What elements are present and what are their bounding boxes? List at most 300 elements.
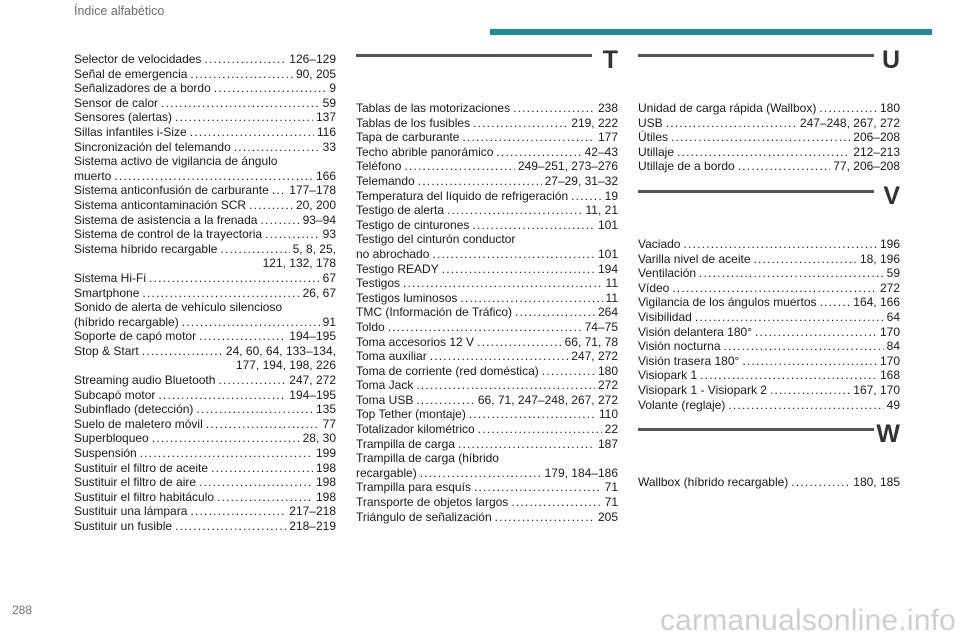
index-entry-line — [638, 368, 900, 383]
index-entry — [74, 140, 336, 155]
index-entry — [74, 519, 336, 534]
index-entry — [356, 510, 618, 525]
index-entry-term: Tablas de las motorizaciones — [356, 101, 511, 115]
index-entry-pages: 177 — [597, 130, 618, 145]
index-entry-term: Testigos — [356, 276, 401, 291]
dot-leader — [742, 354, 877, 369]
index-entry — [74, 461, 336, 476]
dot-leader — [469, 407, 596, 422]
dot-leader — [724, 339, 884, 354]
index-entry-term: Transporte de objetos largos — [356, 495, 509, 510]
index-entry-pages: 18, 196 — [859, 251, 900, 266]
dot-leader — [220, 242, 289, 257]
index-entry-pages: 42–43 — [584, 144, 618, 159]
index-entry-pages: 71 — [604, 495, 618, 510]
index-entry-line — [356, 422, 618, 437]
index-entry-term: Top Tether (montaje) — [356, 407, 466, 422]
index-entry-pages: 116 — [316, 124, 336, 139]
dot-leader — [260, 213, 299, 228]
dot-leader — [462, 130, 595, 145]
dot-leader — [666, 116, 797, 131]
index-entry-term: Superbloqueo — [74, 431, 149, 446]
index-entry-line — [356, 349, 618, 364]
index-entry-line — [638, 354, 900, 369]
index-entry-pages: 198 — [315, 489, 336, 504]
index-entry — [356, 495, 618, 510]
index-entry-line — [356, 393, 618, 408]
index-entry-line — [356, 101, 618, 116]
index-entry-pages: 198 — [315, 475, 336, 490]
index-entry — [74, 183, 336, 198]
index-entry-line — [638, 252, 900, 267]
index-entry — [638, 398, 900, 413]
index-entry-term: Sillas infantiles i-Size — [74, 124, 187, 139]
index-entry-pages: 164, 166 — [853, 295, 900, 310]
index-entry-line — [74, 329, 336, 344]
index-entry-pages: 168 — [879, 368, 900, 383]
dot-leader — [140, 446, 313, 461]
index-entry-pages: 272 — [879, 280, 900, 295]
index-entry-pages: 180 — [879, 101, 900, 115]
index-entry-line — [74, 52, 336, 67]
index-entry-pages: 11 — [605, 276, 618, 291]
index-entry — [638, 310, 900, 325]
index-entry-term: Toma Jack — [356, 378, 414, 393]
index-entry — [74, 490, 336, 505]
dot-leader — [265, 227, 320, 242]
index-entry-term: Toma USB — [356, 392, 414, 407]
index-entry-line — [638, 237, 900, 252]
section-letter: T — [602, 46, 618, 74]
index-entry — [356, 145, 618, 160]
section-header — [638, 420, 900, 472]
index-entry — [356, 276, 618, 291]
dot-leader — [142, 344, 223, 359]
index-entry — [74, 504, 336, 519]
index-entry-term-first-line: Sistema activo de vigilancia de ángulo — [74, 154, 278, 169]
index-entry-line — [74, 431, 336, 446]
index-entry — [74, 329, 336, 344]
index-entry-pages: 101 — [597, 246, 618, 261]
index-entry — [356, 218, 618, 233]
index-entry-line — [74, 504, 336, 519]
index-entry-term: Visibilidad — [638, 309, 692, 324]
index-entry-pages: 64 — [886, 309, 900, 324]
index-entry-pages: 170 — [879, 353, 900, 368]
index-entry — [356, 422, 618, 437]
dot-leader — [404, 159, 515, 174]
index-entry-line — [356, 495, 618, 510]
index-entry — [74, 242, 336, 271]
index-entry-line — [638, 145, 900, 160]
index-entry-term: Unidad de carga rápida (Wallbox) — [638, 101, 817, 115]
index-column-1 — [74, 52, 336, 534]
index-entry-pages: 217–218 — [289, 504, 336, 519]
dot-leader — [672, 281, 877, 296]
index-entry — [356, 174, 618, 189]
index-entry-pages: 179, 184–186 — [544, 465, 618, 480]
section-letter: V — [883, 181, 900, 210]
index-entry-pages: 26, 67 — [302, 285, 336, 300]
index-entry-pages: 59 — [886, 266, 900, 281]
index-entry-line — [74, 183, 336, 198]
section-gap — [638, 412, 900, 426]
index-entry-term: Visiopark 1 — [638, 368, 698, 383]
index-entry-pages: 264 — [597, 305, 618, 320]
watermark: carmanualsonline.info — [659, 604, 956, 637]
index-entry-term: Sistema anticonfusión de carburante — [74, 183, 269, 198]
index-entry-pages: 19 — [604, 188, 618, 203]
section-header — [638, 181, 900, 234]
index-entry-line — [638, 295, 900, 310]
dot-leader — [791, 475, 850, 490]
index-entry-pages: 59 — [322, 95, 336, 110]
dot-leader — [214, 81, 327, 96]
index-entry-pages: 22 — [604, 422, 618, 437]
index-entry-term-first-line: Testigo del cinturón conductor — [356, 232, 516, 247]
index-entry-pages: 90, 205 — [295, 66, 336, 81]
index-entry — [638, 339, 900, 354]
index-entry-term: Sustituir el filtro de aceite — [74, 460, 209, 475]
dot-leader — [182, 315, 320, 330]
dot-leader — [272, 183, 286, 198]
index-entry-line — [74, 446, 336, 461]
dot-leader — [114, 169, 313, 184]
dot-leader — [738, 159, 831, 174]
index-entry-line — [74, 67, 336, 82]
index-entry-term: Tablas de los fusibles — [356, 115, 471, 130]
index-entry — [74, 286, 336, 301]
index-entry-pages: 166 — [315, 168, 336, 183]
index-column-3 — [638, 46, 900, 490]
dot-leader — [542, 364, 595, 379]
index-entry-line — [74, 286, 336, 301]
index-entry-line — [356, 189, 618, 204]
section-gap — [638, 174, 900, 188]
dot-leader — [478, 422, 602, 437]
index-entry-line — [74, 344, 336, 359]
index-entry — [638, 266, 900, 281]
dot-leader — [420, 466, 542, 481]
index-entry-line — [638, 398, 900, 413]
index-entry — [74, 81, 336, 96]
index-entry — [638, 145, 900, 160]
index-entry-term: Sensor de calor — [74, 95, 159, 110]
dot-leader — [473, 116, 568, 131]
index-entry-term: Wallbox (híbrido recargable) — [638, 475, 789, 490]
dot-leader — [175, 519, 286, 534]
index-entry-pages: 199 — [315, 446, 336, 461]
index-entry — [638, 383, 900, 398]
index-entry — [638, 295, 900, 310]
index-entry-pages-continued: 121, 132, 178 — [262, 256, 336, 271]
index-entry-term: Techo abrible panorámico — [356, 144, 494, 159]
index-entry-term: muerto — [74, 168, 112, 183]
index-entry-pages: 74–75 — [584, 319, 618, 334]
index-entry-term: Testigo de cinturones — [356, 217, 470, 232]
section-rule — [638, 54, 874, 57]
index-entry-line — [74, 490, 336, 505]
index-entry — [356, 393, 618, 408]
index-entry-line — [356, 335, 618, 350]
index-entry-pages: 77 — [322, 416, 336, 431]
index-entry-term: Sistema de control de la trayectoria — [74, 227, 263, 242]
dot-leader — [204, 52, 286, 67]
index-entry-term: USB — [638, 115, 663, 130]
index-entry — [356, 101, 618, 116]
index-entry-pages: 93–94 — [302, 212, 336, 227]
dot-leader — [190, 67, 293, 82]
dot-leader — [199, 475, 313, 490]
index-entry-term: Sustituir un fusible — [74, 519, 173, 533]
index-entry-pages: 77, 206–208 — [833, 159, 900, 174]
index-entry-line — [638, 325, 900, 340]
dot-leader — [142, 286, 299, 301]
index-entry-term: Vaciado — [638, 236, 681, 251]
index-entry-line — [638, 383, 900, 398]
index-entry-pages: 205 — [597, 509, 618, 524]
dot-leader — [206, 417, 320, 432]
index-entry-term: (híbrido recargable) — [74, 314, 179, 329]
dot-leader — [677, 145, 850, 160]
index-entry-line — [74, 475, 336, 490]
index-entry — [74, 96, 336, 111]
index-entry-line — [74, 315, 336, 330]
index-entry-term: Sistema híbrido recargable — [74, 241, 218, 256]
index-entry-term: Varilla nivel de aceite — [638, 251, 751, 266]
dot-leader — [234, 140, 320, 155]
dot-leader — [477, 335, 562, 350]
dot-leader — [472, 218, 595, 233]
index-entry-term: Subinflado (detección) — [74, 402, 194, 417]
index-entry-term: Visión delantera 180° — [638, 324, 752, 339]
index-entry-line — [74, 169, 336, 184]
index-entry-term: Trampilla de carga — [356, 436, 455, 451]
dot-leader — [418, 174, 542, 189]
dot-leader — [218, 373, 286, 388]
index-entry-term: Testigos luminosos — [356, 290, 458, 305]
dot-leader — [199, 329, 286, 344]
page-number: 288 — [12, 603, 33, 617]
index-entry — [74, 67, 336, 82]
index-entry-pages: 206–208 — [853, 130, 900, 145]
index-entry — [638, 475, 900, 490]
index-entry — [638, 116, 900, 131]
dot-leader — [458, 437, 595, 452]
dot-leader — [728, 398, 883, 413]
index-entry — [74, 198, 336, 213]
index-entry-pages: 212–213 — [853, 144, 900, 159]
dot-leader — [699, 266, 884, 281]
index-entry-pages: 247, 272 — [571, 349, 618, 364]
index-entry-pages: 24, 60, 64, 133–134, — [225, 343, 336, 358]
index-entry-pages: 20, 200 — [295, 197, 336, 212]
index-entry — [74, 475, 336, 490]
index-entry-term: Sistema Hi-Fi — [74, 270, 147, 285]
index-entry-line — [638, 475, 900, 490]
index-entry-line — [74, 417, 336, 432]
index-entry-pages: 180 — [597, 363, 618, 378]
index-entry-line — [74, 461, 336, 476]
dot-leader — [196, 402, 313, 417]
section-header — [638, 46, 900, 98]
index-entry — [74, 154, 336, 183]
index-entry-line — [356, 364, 618, 379]
dot-leader — [671, 130, 850, 145]
index-entry-line — [356, 378, 618, 393]
index-entry — [74, 125, 336, 140]
index-entry-line — [356, 305, 618, 320]
index-entry — [74, 271, 336, 286]
dot-leader — [388, 320, 582, 335]
index-entry-line — [74, 242, 336, 257]
index-entry-pages: 219, 222 — [571, 115, 618, 130]
index-entry-line — [356, 291, 618, 306]
index-entry — [638, 101, 900, 116]
index-entry-term: Triángulo de señalización — [356, 509, 492, 524]
index-entry-pages: 91 — [322, 314, 336, 329]
index-entry-line — [74, 198, 336, 213]
section-rule — [638, 190, 874, 193]
index-entry-pages: 194–195 — [289, 387, 336, 402]
index-entry-term: Testigo READY — [356, 261, 439, 276]
dot-leader — [770, 383, 850, 398]
index-entry-term: Soporte de capó motor — [74, 329, 197, 344]
index-entry-term: Volante (reglaje) — [638, 397, 726, 412]
index-entry-term: Testigo de alerta — [356, 203, 445, 218]
index-entry-term: Streaming audio Bluetooth — [74, 373, 216, 388]
index-entry — [74, 388, 336, 403]
index-entry-term: recargable) — [356, 465, 417, 480]
index-entry-pages: 11 — [605, 290, 618, 305]
dot-leader — [158, 388, 286, 403]
header-accent-bar — [490, 29, 932, 35]
index-entry-pages: 196 — [879, 236, 900, 251]
dot-leader — [496, 145, 581, 160]
index-entry — [74, 227, 336, 242]
index-entry-line — [74, 96, 336, 111]
index-entry-term: Tapa de carburante — [356, 130, 460, 145]
index-entry-term: Telemando — [356, 173, 415, 188]
index-entry-line — [356, 480, 618, 495]
index-entry — [74, 417, 336, 432]
index-entry — [638, 325, 900, 340]
dot-leader — [515, 305, 595, 320]
index-entry-term: Utillaje de a bordo — [638, 159, 735, 174]
index-entry-term: Señal de emergencia — [74, 66, 188, 81]
index-entry-line — [356, 159, 618, 174]
dot-leader — [571, 189, 602, 204]
index-entry-pages: 247, 272 — [289, 373, 336, 388]
index-entry-term: Suelo de maletero móvil — [74, 416, 203, 431]
index-entry — [74, 110, 336, 125]
index-entry-pages: 84 — [886, 339, 900, 354]
index-entry — [638, 130, 900, 145]
dot-leader — [755, 325, 877, 340]
index-entry-pages: 27–29, 31–32 — [544, 173, 618, 188]
index-entry-pages: 249–251, 273–276 — [517, 159, 618, 174]
index-entry-pages-continued: 177, 194, 198, 226 — [235, 358, 336, 373]
dot-leader — [683, 237, 876, 252]
dot-leader — [820, 295, 851, 310]
index-entry-pages: 66, 71, 247–248, 267, 272 — [477, 392, 618, 407]
index-entry-line — [356, 320, 618, 335]
index-entry-pages: 110 — [598, 407, 618, 422]
index-entry-term: Toldo — [356, 319, 385, 334]
index-entry-line — [74, 373, 336, 388]
index-entry-pages: 126–129 — [289, 52, 336, 66]
index-entry-pages: 247–248, 267, 272 — [799, 115, 900, 130]
index-entry-term: Sustituir una lámpara — [74, 504, 188, 519]
index-entry-pages: 177–178 — [289, 183, 336, 198]
index-entry-pages: 198 — [315, 460, 336, 475]
index-entry-term: Señalizadores de a bordo — [74, 81, 211, 96]
index-entry — [356, 203, 618, 218]
index-entry — [356, 364, 618, 379]
index-entry — [74, 52, 336, 67]
index-entry-term: Subcapó motor — [74, 387, 156, 402]
index-entry-pages: 194 — [597, 261, 618, 276]
index-entry-term: Temperatura del líquido de refrigeración — [356, 188, 569, 203]
index-entry-line — [74, 271, 336, 286]
index-entry-line — [356, 466, 618, 481]
index-entry-term: Sustituir el filtro habitáculo — [74, 489, 215, 504]
index-entry — [356, 378, 618, 393]
index-entry-line — [356, 247, 618, 262]
index-entry — [356, 130, 618, 145]
index-entry-line — [74, 402, 336, 417]
index-entry — [638, 281, 900, 296]
index-entry-pages: 137 — [315, 110, 336, 125]
index-entry-pages: 49 — [886, 397, 900, 412]
index-entry-line — [356, 116, 618, 131]
section-rule — [356, 54, 592, 57]
index-entry-line — [638, 266, 900, 281]
dot-leader — [416, 378, 595, 393]
index-entry-pages: 9 — [329, 81, 336, 96]
index-entry-line — [74, 388, 336, 403]
index-entry-line — [74, 519, 336, 534]
index-entry — [74, 373, 336, 388]
index-entry-pages: 180, 185 — [853, 475, 900, 490]
dot-leader — [432, 247, 595, 262]
index-entry-term: Selector de velocidades — [74, 52, 202, 66]
index-entry — [74, 344, 336, 373]
index-entry-term: Sensores (alertas) — [74, 110, 173, 125]
dot-leader — [474, 480, 602, 495]
index-entry-term: Ventilación — [638, 266, 697, 281]
index-entry — [356, 159, 618, 174]
index-entry-line — [74, 227, 336, 242]
index-entry-line — [638, 310, 900, 325]
index-entry-term: Teléfono — [356, 159, 402, 174]
index-entry-line — [356, 407, 618, 422]
index-entry — [356, 437, 618, 452]
index-entry-line — [356, 437, 618, 452]
running-header-title: Índice alfabético — [74, 4, 165, 18]
dot-leader — [175, 110, 313, 125]
index-entry-term: Trampilla para esquís — [356, 480, 471, 495]
dot-leader — [819, 101, 877, 116]
index-entry — [356, 305, 618, 320]
dot-leader — [700, 368, 877, 383]
index-entry-line — [74, 110, 336, 125]
index-entry-pages: 167, 170 — [853, 382, 900, 397]
index-entry — [356, 232, 618, 261]
index-entry-term: Visión trasera 180° — [638, 353, 740, 368]
index-entry-term-first-line: Sonido de alerta de vehículo silencioso — [74, 300, 283, 315]
index-entry-term: Visión nocturna — [638, 339, 721, 354]
